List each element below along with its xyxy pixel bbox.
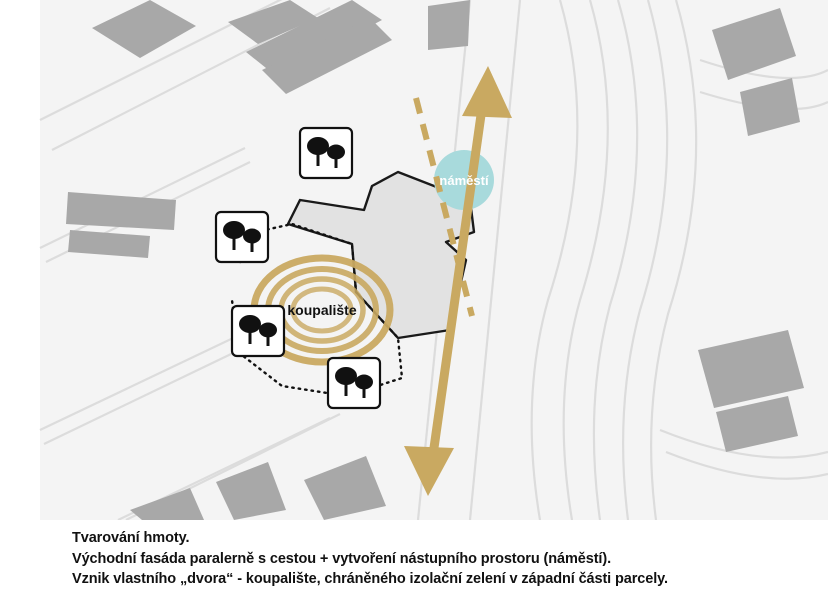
- caption: [72, 528, 792, 590]
- caption-line-3: Vznik vlastního „dvora“ - koupalište, chráněného izolační zelení v západní části parcely.: [72, 571, 668, 588]
- caption-line-1: Tvarování hmoty.: [72, 530, 190, 546]
- koupaliste-label: koupalište: [287, 302, 357, 318]
- tree-marker-4: [328, 358, 380, 408]
- caption-line-2: Východní fasáda paralerně s cestou + vytvoření nástupního prostoru (náměstí).: [72, 550, 612, 567]
- tree-marker-2: [216, 212, 268, 262]
- tree-marker-1: [300, 128, 352, 178]
- namesti-label: náměstí: [439, 173, 489, 188]
- tree-marker-3: [232, 306, 284, 356]
